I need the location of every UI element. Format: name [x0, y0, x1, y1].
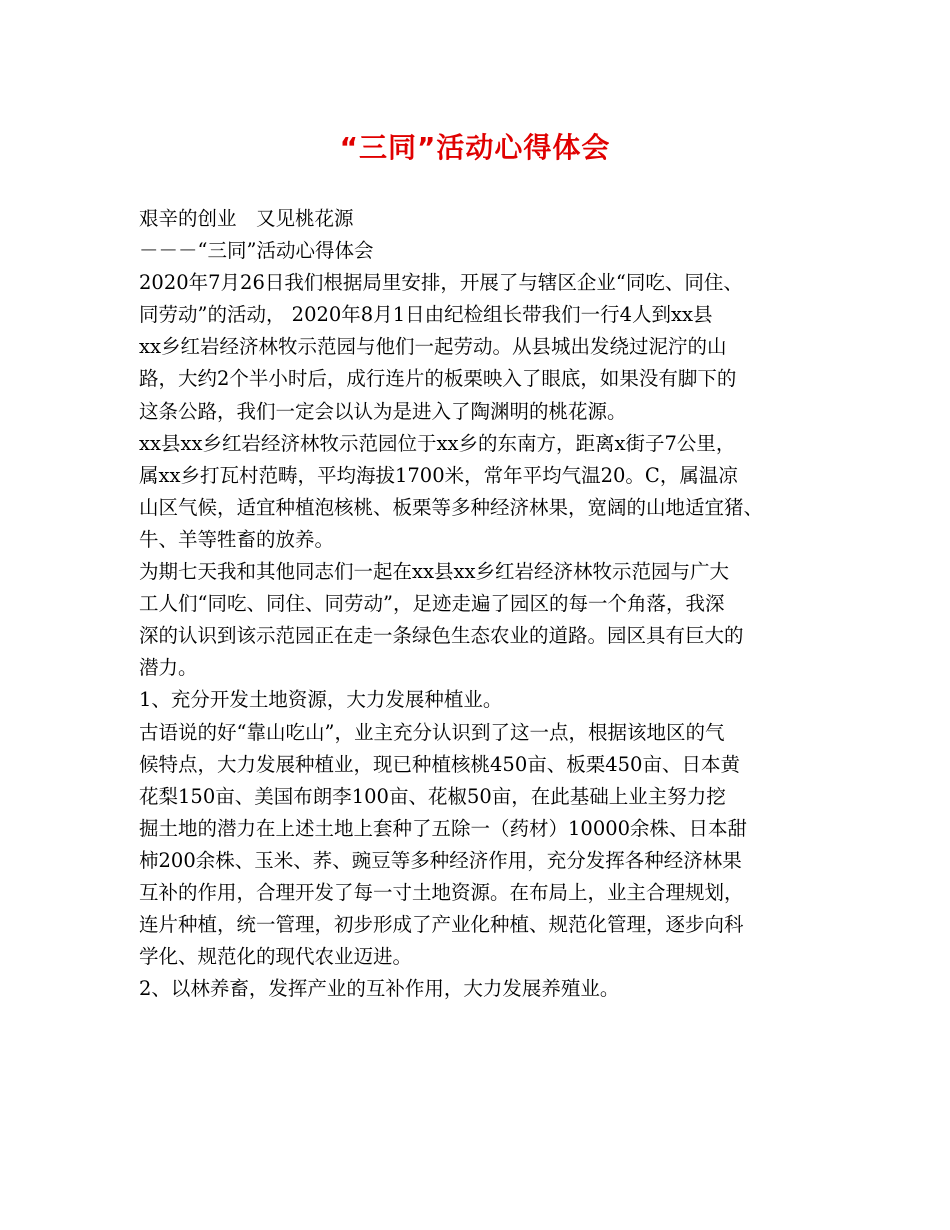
text-line: 柿200余株、玉米、荞、豌豆等多种经济作用，充分发挥各种经济林果: [139, 848, 742, 872]
text-line: xx乡红岩经济林牧示范园与他们一起劳动。从县城出发绕过泥泞的山: [139, 335, 727, 359]
text-line: xx县xx乡红岩经济林牧示范园位于xx乡的东南方，距离x街子7公里，: [139, 431, 736, 455]
text-line: 工人们“同吃、同住、同劳动”，足迹走遍了园区的每一个角落，我深: [139, 592, 725, 616]
text-line: 为期七天我和其他同志们一起在xx县xx乡红岩经济林牧示范园与广大: [139, 560, 729, 584]
text-line: 路，大约2个半小时后，成行连片的板栗映入了眼底，如果没有脚下的: [139, 367, 737, 391]
text-line: 同劳动”的活动， 2020年8月1日由纪检组长带我们一行4人到xx县: [139, 303, 713, 327]
text-line: 学化、规范化的现代农业迈进。: [139, 945, 413, 969]
document-title: “三同”活动心得体会: [339, 131, 611, 164]
text-line: 2、以林养畜，发挥产业的互补作用，大力发展养殖业。: [139, 977, 620, 1001]
text-line: 掘土地的潜力在上述土地上套种了五除一（药材）10000余株、日本甜: [139, 816, 748, 840]
text-line: 2020年7月26日我们根据局里安排，开展了与辖区企业“同吃、同住、: [139, 271, 743, 295]
text-line: 候特点，大力发展种植业，现已种植核桃450亩、板栗450亩、日本黄: [139, 752, 740, 776]
text-line: －－－“三同”活动心得体会: [139, 239, 374, 263]
text-line: 牛、羊等牲畜的放养。: [139, 527, 335, 551]
text-line: 这条公路，我们一定会以认为是进入了陶渊明的桃花源。: [139, 399, 627, 423]
document-body: [139, 203, 819, 1005]
text-line: 艰辛的创业 又见桃花源: [139, 207, 354, 230]
text-line: 连片种植，统一管理，初步形成了产业化种植、规范化管理，逐步向科: [139, 913, 744, 937]
text-line: 1、充分开发土地资源，大力发展种植业。: [139, 688, 503, 712]
text-line: 潜力。: [139, 656, 198, 680]
text-line: 互补的作用，合理开发了每一寸土地资源。在布局上，业主合理规划，: [139, 880, 744, 904]
text-line: 属xx乡打瓦村范畴，平均海拔1700米，常年平均气温20。C，属温凉: [139, 463, 738, 487]
text-line: 山区气候，适宜种植泡核桃、板栗等多种经济林果，宽阔的山地适宜猪、: [139, 495, 764, 519]
text-line: 深的认识到该示范园正在走一条绿色生态农业的道路。园区具有巨大的: [139, 624, 744, 648]
text-line: 花梨150亩、美国布朗李100亩、花椒50亩，在此基础上业主努力挖: [139, 784, 726, 808]
text-line: 古语说的好“靠山吃山”，业主充分认识到了这一点，根据该地区的气: [139, 720, 725, 744]
